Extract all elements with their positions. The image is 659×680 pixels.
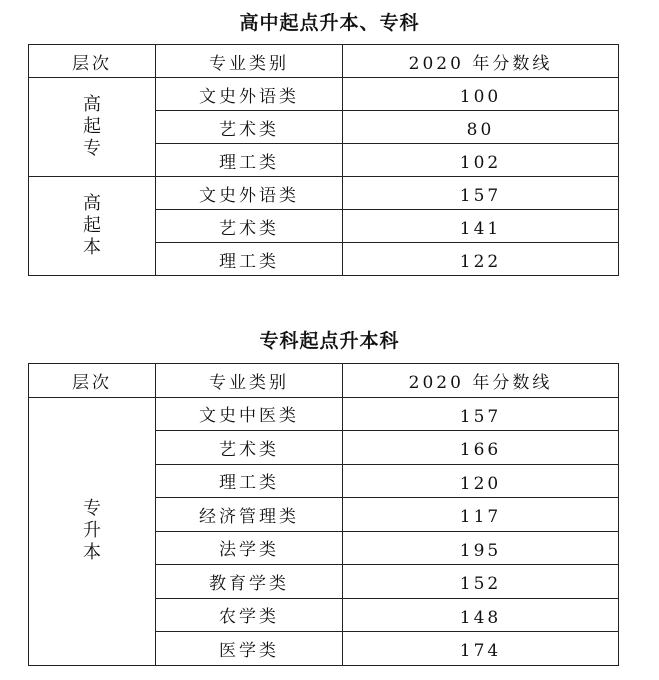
table-row [29,177,619,210]
category-cell: 教育学类 [156,565,343,599]
score-cell: 80 [343,111,619,144]
category-cell: 艺术类 [156,210,343,243]
score-cell: 102 [343,144,619,177]
category-cell: 理工类 [156,464,343,498]
header-score: 2020 年分数线 [343,45,619,78]
category-cell: 农学类 [156,598,343,632]
level-label: 高起专 [83,94,101,159]
level-cell [29,177,156,276]
score-table-college [28,363,619,666]
section-title-high-school: 高中起点升本、专科 [239,12,420,34]
score-cell: 195 [343,531,619,565]
category-cell: 艺术类 [156,111,343,144]
category-cell: 理工类 [156,144,343,177]
table-row [29,78,619,111]
category-cell: 医学类 [156,632,343,666]
category-cell: 理工类 [156,243,343,276]
table-row [29,397,619,431]
score-cell: 166 [343,431,619,465]
table-header-row [29,364,619,398]
level-label: 专升本 [83,498,101,563]
score-cell: 157 [343,177,619,210]
table-header-row [29,45,619,78]
category-cell: 文史中医类 [156,397,343,431]
header-category: 专业类别 [156,364,343,398]
level-label: 高起本 [83,193,101,258]
category-cell: 经济管理类 [156,498,343,532]
score-cell: 141 [343,210,619,243]
category-cell: 艺术类 [156,431,343,465]
score-cell: 120 [343,464,619,498]
score-cell: 100 [343,78,619,111]
category-cell: 文史外语类 [156,177,343,210]
score-cell: 122 [343,243,619,276]
level-cell [29,78,156,177]
score-table-high-school [28,44,619,276]
score-cell: 152 [343,565,619,599]
score-cell: 117 [343,498,619,532]
score-cell: 174 [343,632,619,666]
score-cell: 148 [343,598,619,632]
score-cell: 157 [343,397,619,431]
level-cell [29,397,156,665]
header-score: 2020 年分数线 [343,364,619,398]
category-cell: 法学类 [156,531,343,565]
header-level: 层次 [29,364,156,398]
category-cell: 文史外语类 [156,78,343,111]
header-category: 专业类别 [156,45,343,78]
header-level: 层次 [29,45,156,78]
section-title-college: 专科起点升本科 [259,330,400,352]
